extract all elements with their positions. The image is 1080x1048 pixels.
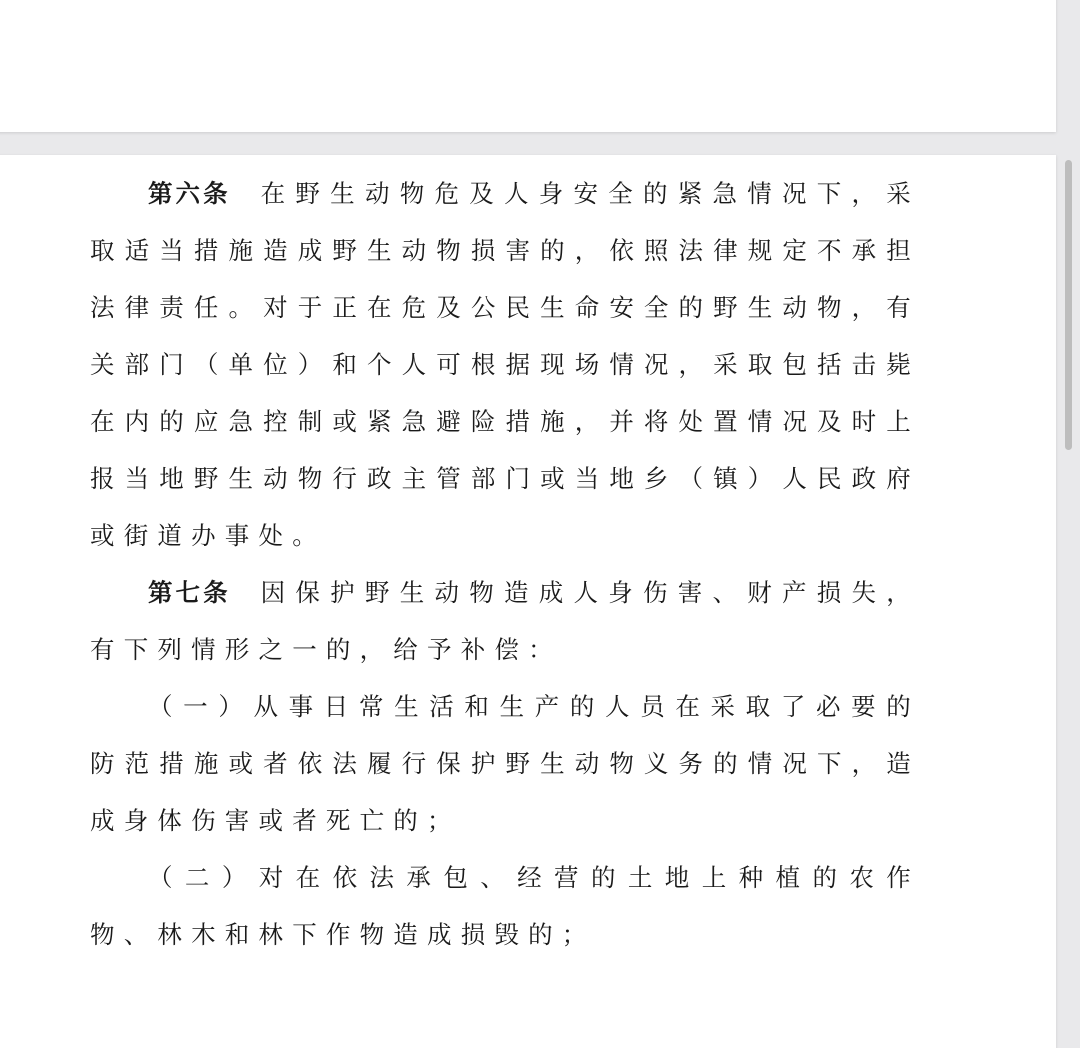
article-7-title: 第七条 [148,578,231,607]
document-text [90,165,920,963]
article-7-item-2: （二）对在依法承包、经营的土地上种植的农作物、林木和林下作物造成损毁的； [90,863,920,949]
article-7 [90,564,920,678]
vertical-scrollbar[interactable] [1065,160,1072,450]
article-6-body: 在野生动物危及人身安全的紧急情况下，采取适当措施造成野生动物损害的，依照法律规定不承担法律责任。对于正在危及公民生命安全的野生动物，有关部门（单位）和个人可根据现场情况，采取包括击毙在内的应急控制或紧急避险措施，并将处置情况及时上报当地野生动物行政主管部门或当地乡（镇）人民政府或街道办事处。 [90,179,920,550]
article-6-title: 第六条 [148,179,231,208]
article-6 [90,165,920,564]
previous-page [0,0,1056,132]
article-7-body: 因保护野生动物造成人身伤害、财产损失，有下列情形之一的，给予补偿： [90,578,920,664]
article-7-item-1: （一）从事日常生活和生产的人员在采取了必要的防范措施或者依法履行保护野生动物义务的情况下，造成身体伤害或者死亡的； [90,692,920,835]
